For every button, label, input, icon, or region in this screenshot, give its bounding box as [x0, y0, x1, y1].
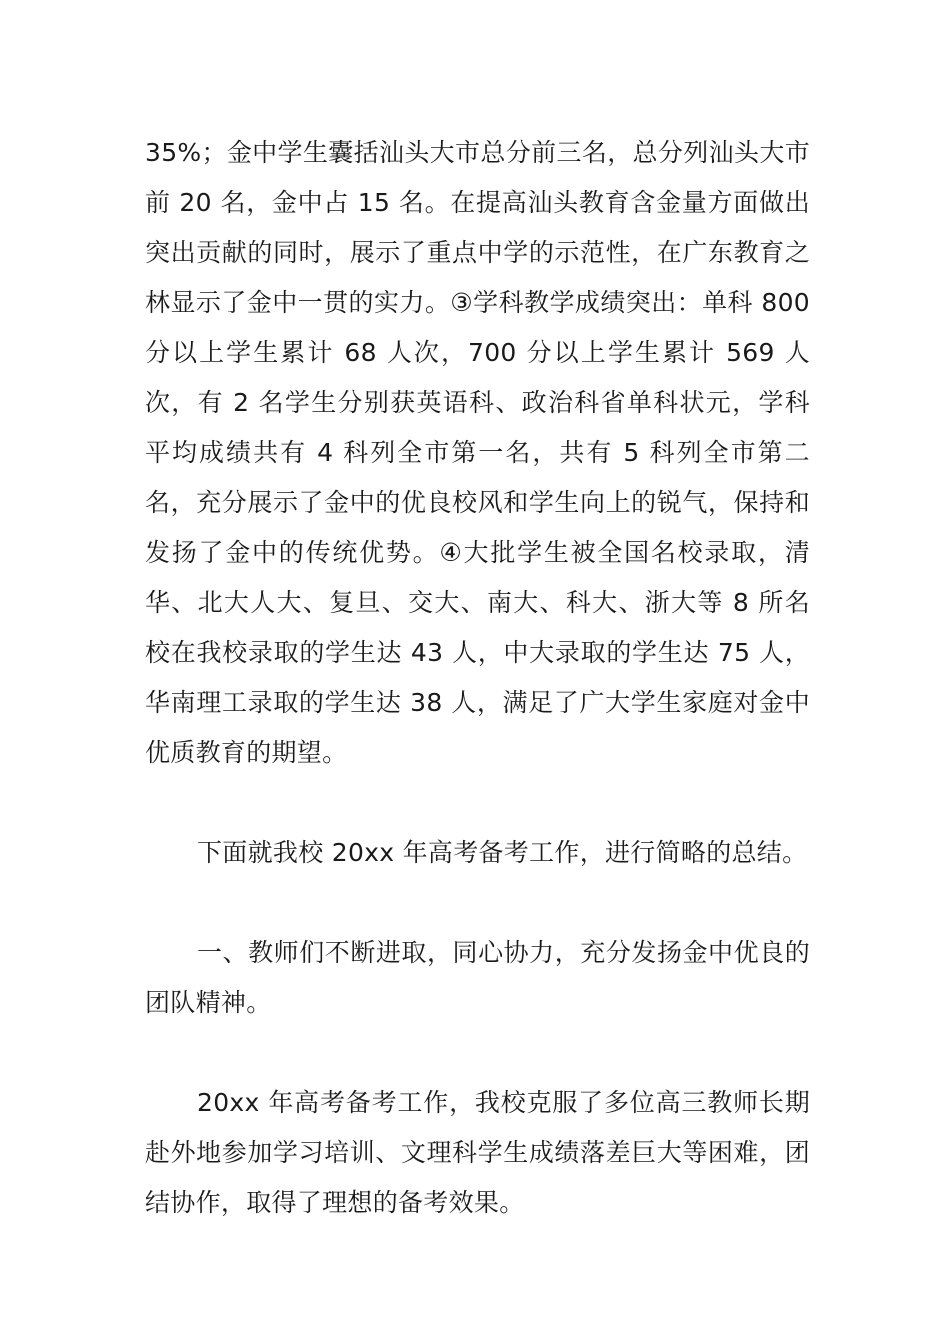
paragraph-results-summary: 35%；金中学生囊括汕头大市总分前三名，总分列汕头大市前 20 名，金中占 15 名。在提高汕头教育含金量方面做出突出贡献的同时，展示了重点中学的示范性，在广东教育之林显示了金中一贯的实力。③学科教学成绩突出：单科 800 分以上学生累计 68 人次，700 分以上学生累计 569 人次，有 2 名学生分别获英语科、政治科省单科状元，学科平均成绩共有 4 科列全市第一名，共有 5 科列全市第二名，充分展示了金中的优良校风和学生向上的锐气，保持和发扬了金中的传统优势。④大批学生被全国名校录取，清华、北大人大、复旦、交大、南大、科大、浙大等 8 所名校在我校录取的学生达 43 人，中大录取的学生达 75 人，华南理工录取的学生达 38 人，满足了广大学生家庭对金中优质教育的期望。 — [145, 138, 810, 767]
document-body — [145, 128, 810, 1228]
paragraph-summary-intro: 下面就我校 20xx 年高考备考工作，进行简略的总结。 — [197, 838, 808, 867]
section-heading-teachers: 一、教师们不断进取，同心协力，充分发扬金中优良的团队精神。 — [145, 938, 810, 1017]
paragraph-preparation-work: 20xx 年高考备考工作，我校克服了多位高三教师长期赴外地参加学习培训、文理科学生成绩落差巨大等困难，团结协作，取得了理想的备考效果。 — [145, 1088, 810, 1217]
